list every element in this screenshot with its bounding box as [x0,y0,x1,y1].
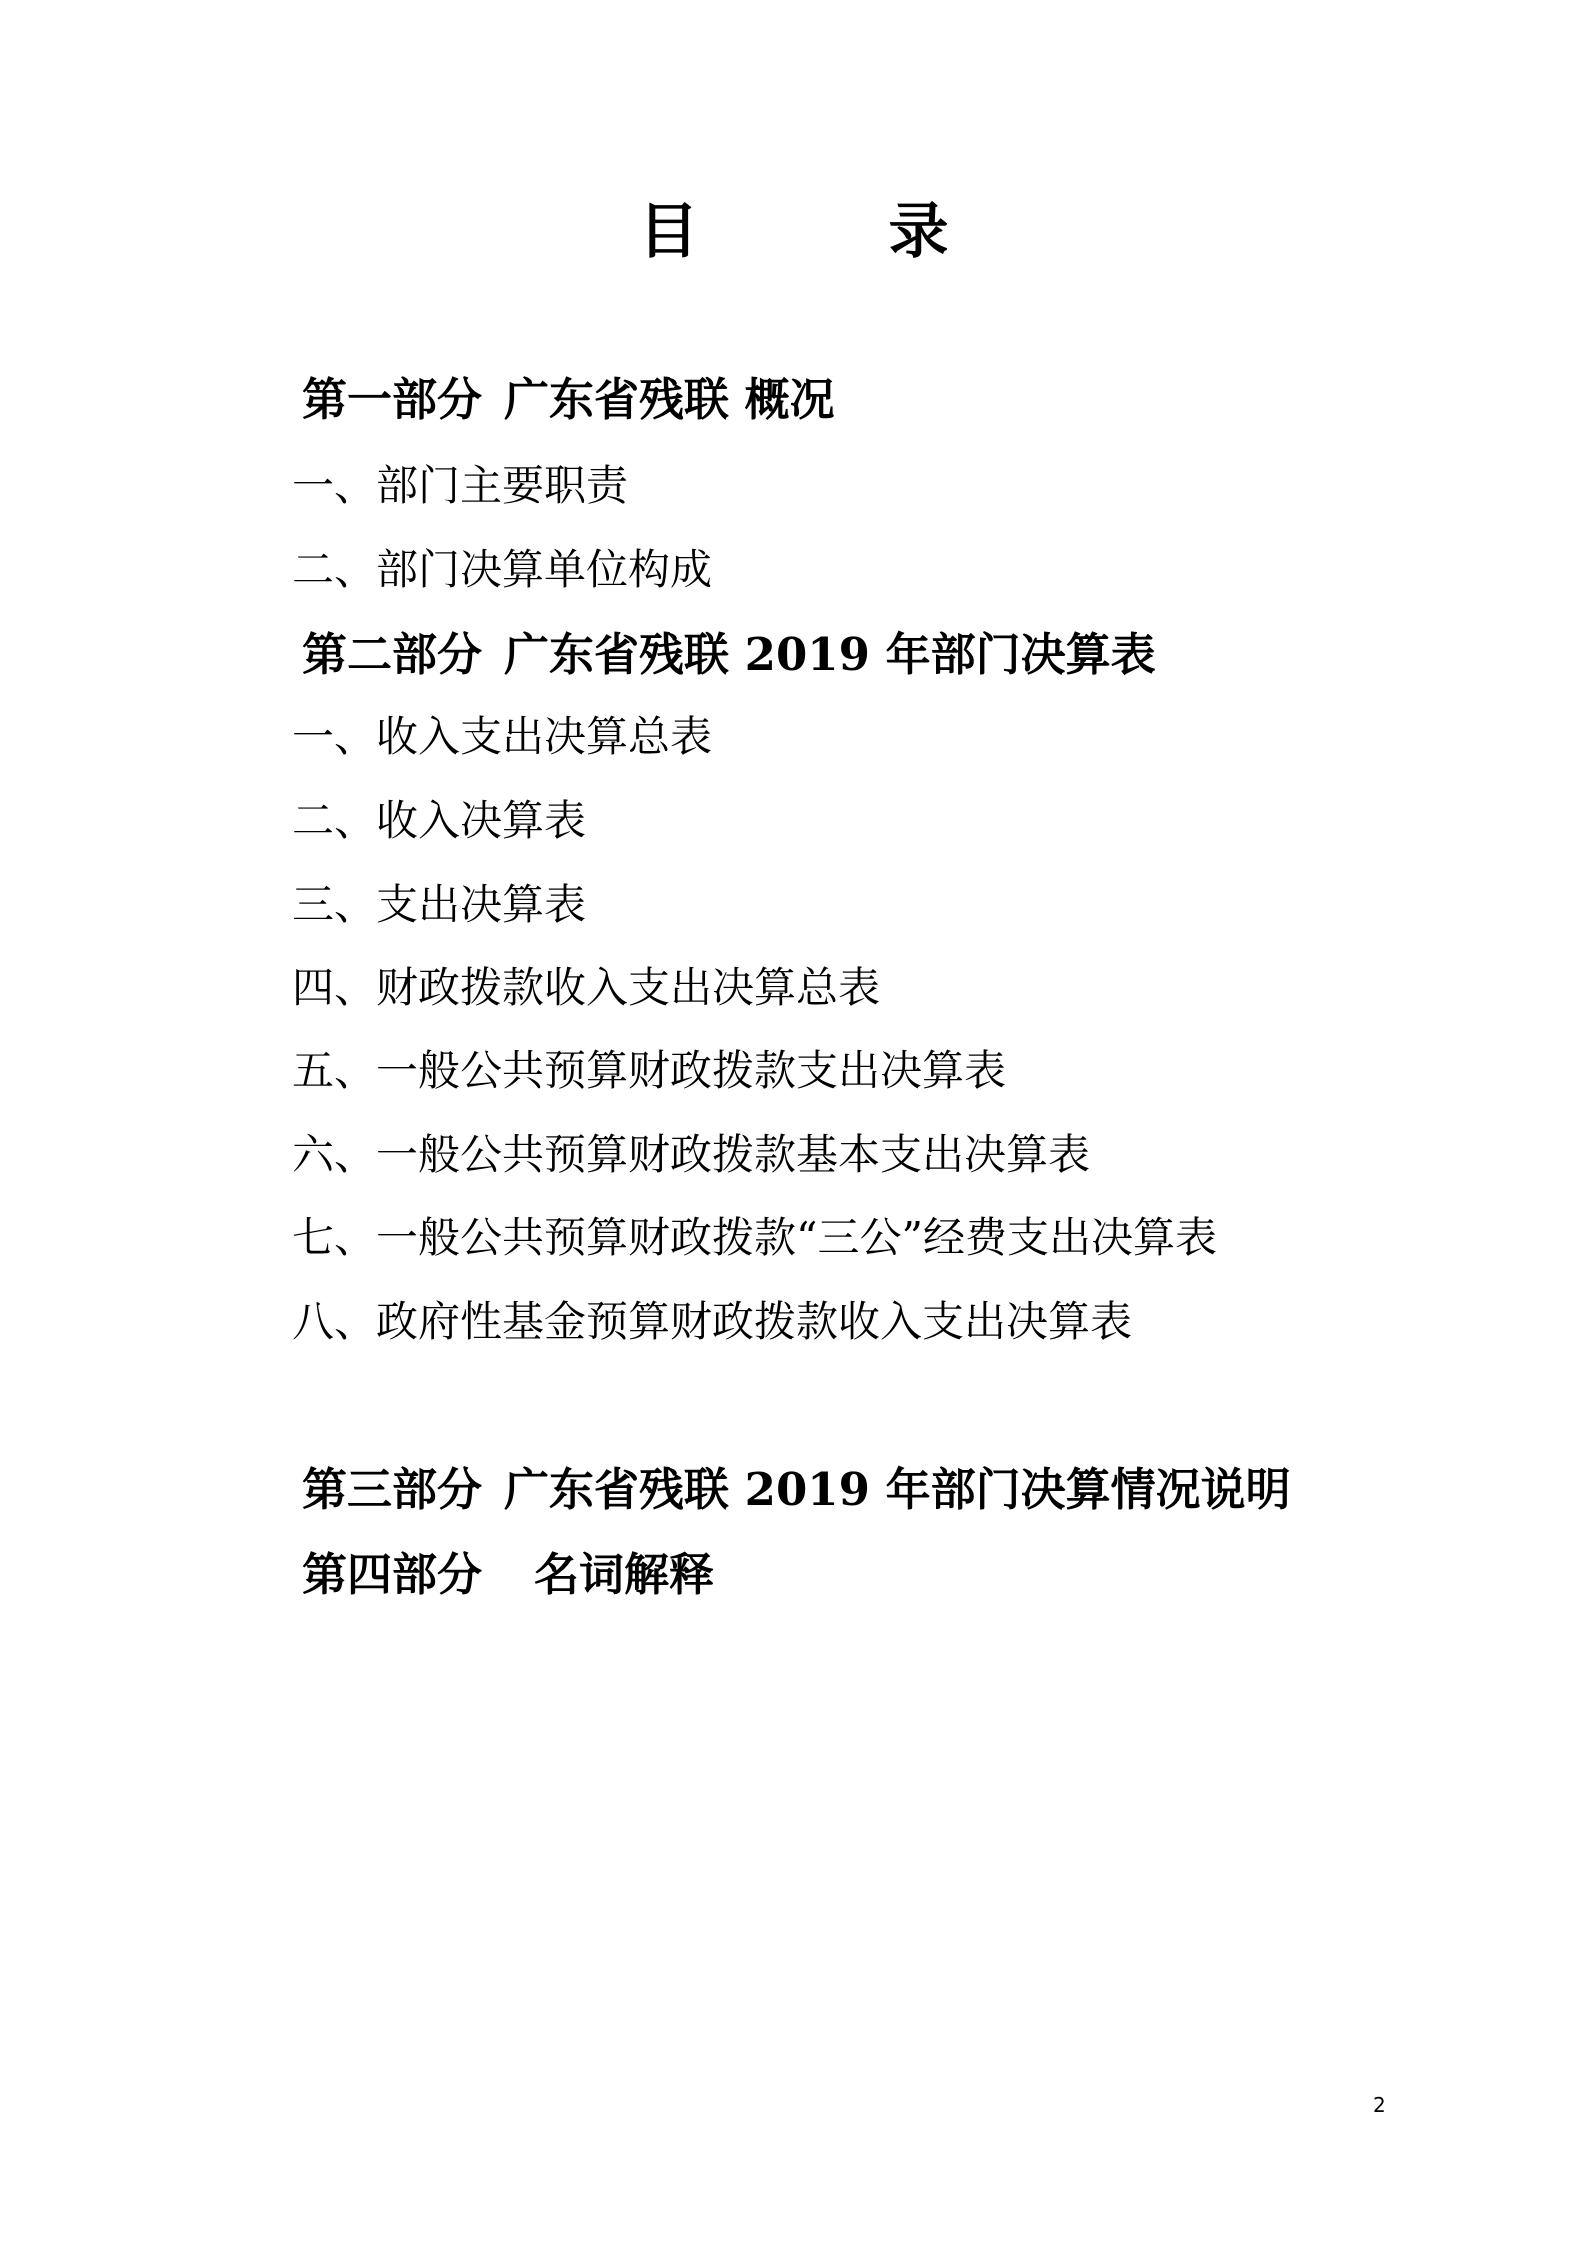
page-number: 2 [1373,2093,1386,2117]
toc-item[interactable]: 一、收入支出决算总表 [292,712,713,761]
toc-item[interactable]: 三、支出决算表 [292,880,587,929]
toc-part-3[interactable] [302,1460,1291,1520]
toc-part-4[interactable] [302,1545,714,1605]
toc-item[interactable]: 七、一般公共预算财政拨款“三公”经费支出决算表 [292,1213,1217,1262]
toc-part-1[interactable] [302,370,835,430]
toc-part-3-title: 广东省残联 2019 年部门决算情况说明 [504,1463,1291,1516]
toc-item[interactable]: 四、财政拨款收入支出决算总表 [292,963,881,1012]
toc-part-1-prefix: 第一部分 [302,373,483,426]
toc-title-char-1: 目 [638,197,699,267]
toc-part-4-prefix: 第四部分 [302,1548,483,1601]
toc-part-1-title: 广东省残联 概况 [504,373,835,426]
toc-item[interactable]: 一、部门主要职责 [292,461,629,510]
toc-item[interactable]: 五、一般公共预算财政拨款支出决算表 [292,1046,1007,1095]
toc-part-3-prefix: 第三部分 [302,1463,483,1516]
toc-part-2-title: 广东省残联 2019 年部门决算表 [504,628,1156,681]
toc-item[interactable]: 六、一般公共预算财政拨款基本支出决算表 [292,1130,1091,1179]
toc-title-char-2: 录 [888,197,949,267]
toc-item[interactable]: 二、收入决算表 [292,796,587,845]
toc-part-2-prefix: 第二部分 [302,628,483,681]
toc-item[interactable]: 二、部门决算单位构成 [292,545,713,594]
toc-part-2[interactable] [302,625,1156,685]
toc-part-4-title: 名词解释 [534,1548,715,1601]
toc-item[interactable]: 八、政府性基金预算财政拨款收入支出决算表 [292,1297,1133,1346]
toc-title [0,192,1587,272]
